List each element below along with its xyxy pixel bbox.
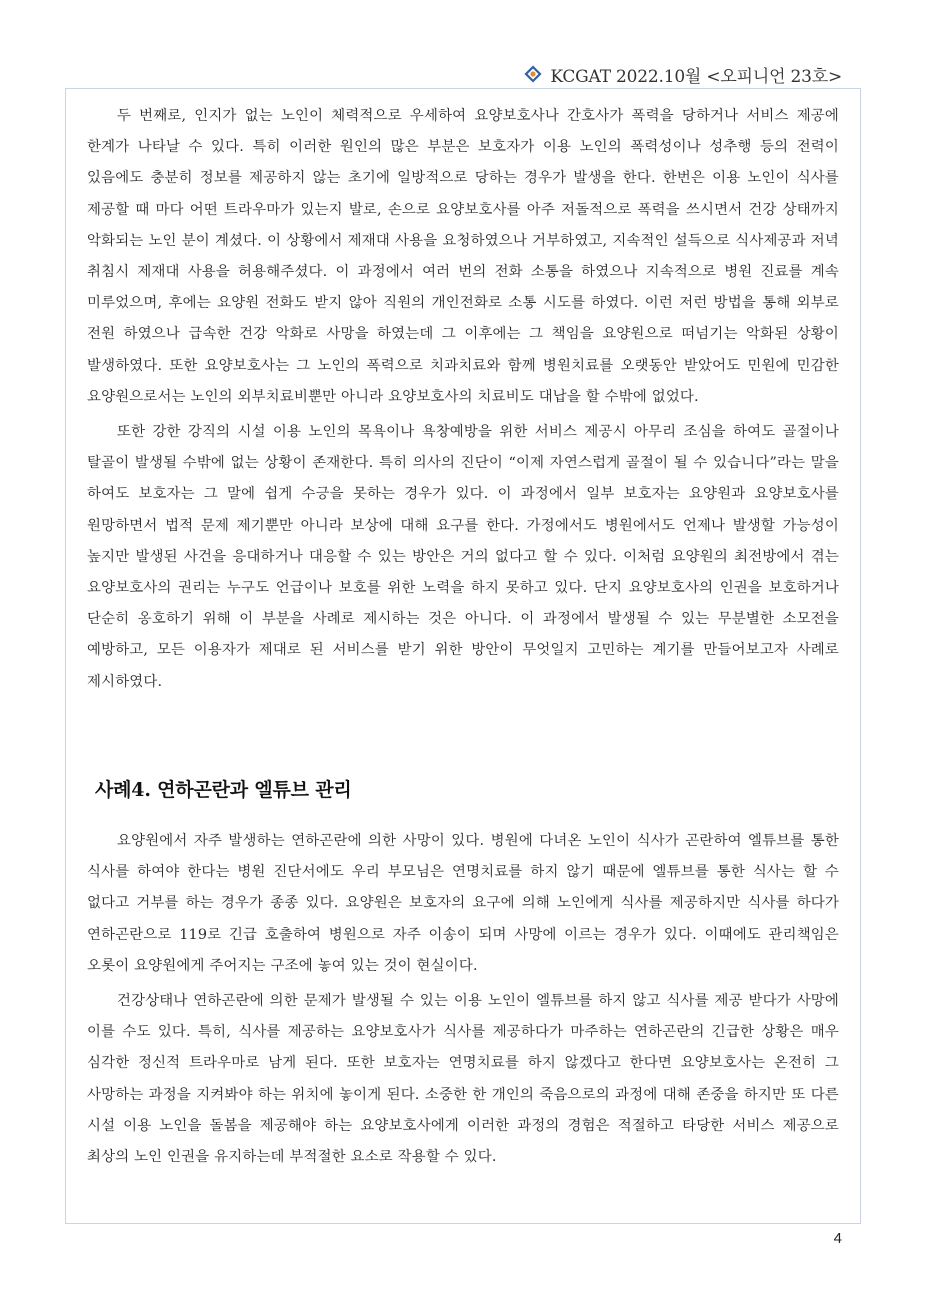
header-text: KCGAT 2022.10월 <오피니언 23호>: [550, 66, 842, 87]
paragraph: 건강상태나 연하곤란에 의한 문제가 발생될 수 있는 이용 노인이 엘튜브를 하지 않고 식사를 제공 받다가 사망에 이를 수도 있다. 특히, 식사를 제공하는 요양보호사가 식사를 제공하다가 마주하는 연하곤란의 긴급한 상황은 매우 심각한 정신적 트라우마로 남게 된다. 또한 보호자는 연명치료를 하지 않겠다고 한다면 요양보호사는 온전히 그 사망하는 과정을 지켜봐야 하는 위치에 놓이게 된다. 소중한 한 개인의 죽음으로의 과정에 대해 존중을 하지만 또 다른 시설 이용 노인을 돌봄을 제공해야 하는 요양보호사에게 이러한 과정의 경험은 적절하고 타당한 서비스 제공으로 최상의 노인 인권을 유지하는데 부적절한 요소로 작용할 수 있다.: [87, 993, 839, 1166]
page-number: 4: [833, 1230, 842, 1247]
body-text: [87, 101, 839, 698]
paragraph: 두 번째로, 인지가 없는 노인이 체력적으로 우세하여 요양보호사나 간호사가 폭력을 당하거나 서비스 제공에 한계가 나타날 수 있다. 특히 이러한 원인의 많은 부분은 보호자가 이용 노인의 폭력성이나 성추행 등의 전력이 있음에도 충분히 정보를 제공하지 않는 초기에 일방적으로 당하는 경우가 발생을 한다. 한번은 이용 노인이 식사를 제공할 때 마다 어떤 트라우마가 있는지 발로, 손으로 요양보호사를 아주 저돌적으로 폭력을 쓰시면서 건강 상태까지 악화되는 노인 분이 계셨다. 이 상황에서 제재대 사용을 요청하였으나 거부하였고, 지속적인 설득으로 식사제공과 저녁 취침시 제재대 사용을 허용해주셨다. 이 과정에서 여러 번의 전화 소통을 하였으나 지속적으로 병원 진료를 계속 미루었으며, 후에는 요양원 전화도 받지 않아 직원의 개인전화로 소통 시도를 하였다. 이런 저런 방법을 통해 외부로 전원 하였으나 급속한 건강 악화로 사망을 하였는데 그 이후에는 그 책임을 요양원으로 떠넘기는 악화된 상황이 발생하였다. 또한 요양보호사는 그 노인의 폭력으로 치과치료와 함께 병원치료를 오랫동안 받았어도 민원에 민감한 요양원으로서는 노인의 외부치료비뿐만 아니라 요양보호사의 치료비도 대납을 할 수밖에 없었다.: [87, 108, 839, 405]
paragraph: 또한 강한 강직의 시설 이용 노인의 목욕이나 욕창예방을 위한 서비스 제공시 아무리 조심을 하여도 골절이나 탈골이 발생될 수밖에 없는 상황이 존재한다. 특히 의사의 진단이 “이제 자연스럽게 골절이 될 수 있습니다”라는 말을 하여도 보호자는 그 말에 쉽게 수긍을 못하는 경우가 있다. 이 과정에서 일부 보호자는 요양원과 요양보호사를 원망하면서 법적 문제 제기뿐만 아니라 보상에 대해 요구를 한다. 가정에서도 병원에서도 언제나 발생할 가능성이 높지만 발생된 사건을 응대하거나 대응할 수 있는 방안은 거의 없다고 할 수 있다. 이처럼 요양원의 최전방에서 겪는 요양보호사의 권리는 누구도 언급이나 보호를 위한 노력을 하지 못하고 있다. 단지 요양보호사의 인권을 보호하거나 단순히 옹호하기 위해 이 부분을 사례로 제시하는 것은 아니다. 이 과정에서 발생될 수 있는 무분별한 소모전을 예방하고, 모든 이용자가 제대로 된 서비스를 받기 위한 방안이 무엇일지 고민하는 계기를 만들어보고자 사례로 제시하였다.: [87, 424, 840, 690]
paragraph: 요양원에서 자주 발생하는 연하곤란에 의한 사망이 있다. 병원에 다녀온 노인이 식사가 곤란하여 엘튜브를 통한 식사를 하여야 한다는 병원 진단서에도 우리 부모님은 연명치료를 하지 않기 때문에 엘튜브를 통한 식사는 할 수 없다고 거부를 하는 경우가 종종 있다. 요양원은 보호자의 요구에 의해 노인에게 식사를 제공하지만 식사를 하다가 연하곤란으로 119로 긴급 호출하여 병원으로 자주 이송이 되며 사망에 이르는 경우가 있다. 이때에도 관리책임은 오롯이 요양원에게 주어지는 구조에 놓여 있는 것이 현실이다.: [87, 833, 839, 974]
section-body-text: [87, 826, 839, 1173]
kcgat-logo-icon: [523, 64, 543, 84]
section-heading: 사례4. 연하곤란과 엘튜브 관리: [95, 779, 352, 801]
page-header: [523, 60, 842, 88]
